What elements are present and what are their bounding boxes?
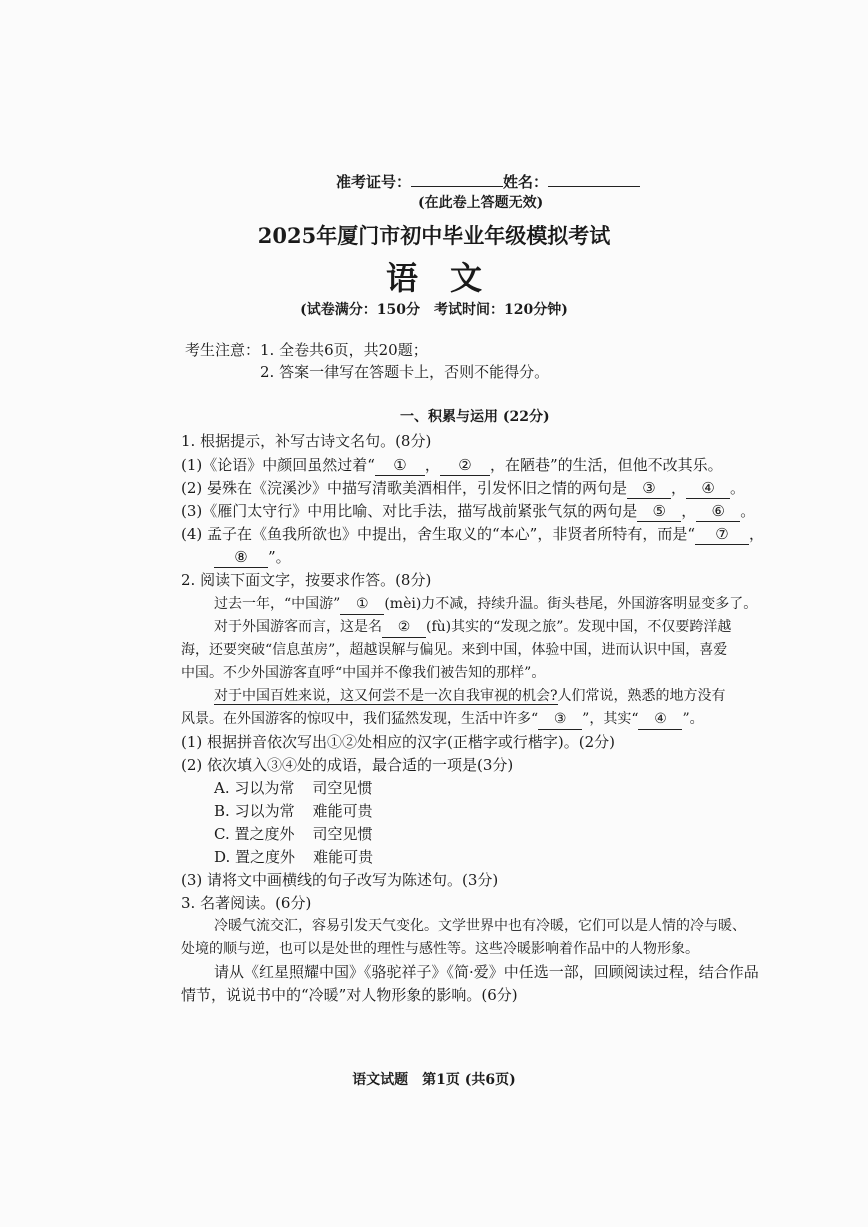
q1-text: (4) 孟子在《鱼我所欲也》中提出，舍生取义的“本心”，非贤者所特有，而是“ bbox=[181, 525, 696, 543]
q3-para-3: 请从《红星照耀中国》《骆驼祥子》《简·爱》中任选一部，回顾阅读过程，结合作品 bbox=[214, 963, 759, 981]
instruction-1: 1. 全卷共6页，共20题； bbox=[260, 341, 428, 359]
name-label: 姓名： bbox=[503, 173, 549, 191]
q2-text: 对于外国游客而言，这是名 bbox=[214, 619, 382, 635]
q1-text: (1)《论语》中颜回虽然过着“ bbox=[181, 456, 375, 474]
option-word-2: 司空见惯 bbox=[312, 779, 373, 797]
option-word-1: 置之度外 bbox=[234, 825, 295, 843]
option-word-2: 司空见惯 bbox=[312, 825, 373, 843]
q1-line-2 bbox=[181, 478, 745, 499]
notice: (在此卷上答题无效) bbox=[418, 195, 544, 211]
subject-title: 语 文 bbox=[385, 259, 482, 297]
q2-text: 过去一年，“中国游” bbox=[214, 596, 341, 612]
blank-2[interactable]: ② bbox=[440, 455, 490, 476]
blank-q2-2[interactable]: ② bbox=[382, 617, 426, 638]
comma: ， bbox=[671, 479, 687, 497]
instructions-label: 考生注意： bbox=[185, 341, 261, 359]
q1-text: ，在陋巷”的生活，但他不改其乐。 bbox=[489, 456, 723, 474]
blank-6[interactable]: ⑥ bbox=[696, 501, 740, 522]
q1-text: 。 bbox=[730, 479, 746, 497]
q2-text: ”，其实“ bbox=[582, 711, 639, 727]
q2-stem: 2. 阅读下面文字，按要求作答。(8分) bbox=[181, 571, 432, 589]
q1-text: (2) 晏殊在《浣溪沙》中描写清歌美酒相伴，引发怀旧之情的两句是 bbox=[181, 479, 628, 497]
q1-line-1 bbox=[181, 455, 723, 476]
q3-stem: 3. 名著阅读。(6分) bbox=[181, 894, 312, 912]
q2-text: (fù)其实的“发现之旅”。发现中国，不仅要跨洋越 bbox=[426, 619, 732, 635]
q2-text: ”。 bbox=[682, 711, 704, 727]
q2-para-3: 海，还要突破“信息茧房”，超越误解与偏见。来到中国，体验中国，进而认识中国，喜爱 bbox=[181, 642, 728, 658]
section-title: 一、积累与运用 (22分) bbox=[400, 409, 550, 425]
q3-para-1: 冷暖气流交汇，容易引发天气变化。文学世界中也有冷暖，它们可以是人情的冷与暖、 bbox=[214, 918, 746, 934]
option-word-2: 难能可贵 bbox=[312, 802, 373, 820]
option-word-1: 习以为常 bbox=[234, 802, 295, 820]
q1-text: ， bbox=[749, 525, 765, 543]
blank-q2-3[interactable]: ③ bbox=[538, 709, 582, 730]
q2-sub-1: (1) 根据拼音依次写出①②处相应的汉字(正楷字或行楷字)。(2分) bbox=[181, 733, 615, 751]
instruction-2: 2. 答案一律写在答题卡上，否则不能得分。 bbox=[260, 363, 550, 381]
blank-q2-4[interactable]: ④ bbox=[638, 709, 682, 730]
exam-title: 2025年厦门市初中毕业年级模拟考试 bbox=[257, 223, 611, 248]
q2-sub-2: (2) 依次填入③④处的成语，最合适的一项是(3分) bbox=[181, 756, 514, 774]
option-word-2: 难能可贵 bbox=[313, 848, 374, 866]
option-a[interactable] bbox=[214, 778, 372, 798]
page-footer: 语文试题 第1页 (共6页) bbox=[352, 1072, 516, 1088]
q3-para-2: 处境的顺与逆，也可以是处世的理性与感性等。这些冷暖影响着作品中的人物形象。 bbox=[181, 941, 699, 957]
q1-stem: 1. 根据提示，补写古诗文名句。(8分) bbox=[181, 432, 432, 450]
q2-para-5 bbox=[214, 686, 726, 706]
comma: ， bbox=[424, 456, 440, 474]
option-word-1: 置之度外 bbox=[235, 848, 296, 866]
q1-line-4 bbox=[181, 524, 764, 545]
blank-3[interactable]: ③ bbox=[627, 478, 671, 499]
q2-sub-3: (3) 请将文中画横线的句子改写为陈述句。(3分) bbox=[181, 871, 499, 889]
exam-id-label: 准考证号： bbox=[336, 173, 412, 191]
q2-text: 人们常说，熟悉的地方没有 bbox=[557, 688, 726, 704]
blank-q2-1[interactable]: ① bbox=[340, 594, 384, 615]
option-letter: C. bbox=[214, 825, 230, 843]
blank-7[interactable]: ⑦ bbox=[695, 524, 749, 545]
score-info: (试卷满分：150分 考试时间：120分钟) bbox=[300, 302, 568, 318]
option-b[interactable] bbox=[214, 801, 373, 821]
option-word-1: 习以为常 bbox=[234, 779, 295, 797]
q1-line-3 bbox=[181, 501, 755, 522]
q2-para-4: 中国。不少外国游客直呼“中国并不像我们被告知的那样”。 bbox=[181, 665, 546, 681]
q2-para-6 bbox=[181, 709, 704, 730]
option-letter: B. bbox=[214, 802, 230, 820]
name-blank[interactable] bbox=[548, 172, 640, 187]
q2-text: (mèi)力不减，持续升温。街头巷尾，外国游客明显变多了。 bbox=[384, 596, 758, 612]
option-d[interactable] bbox=[214, 847, 373, 867]
blank-1[interactable]: ① bbox=[375, 455, 425, 476]
q2-para-1 bbox=[214, 594, 757, 615]
blank-5[interactable]: ⑤ bbox=[637, 501, 681, 522]
blank-4[interactable]: ④ bbox=[686, 478, 730, 499]
underlined-sentence: 对于中国百姓来说，这又何尝不是一次自我审视的机会? bbox=[214, 688, 558, 704]
q2-text: 风景。在外国游客的惊叹中，我们猛然发现，生活中许多“ bbox=[181, 711, 539, 727]
comma: ， bbox=[681, 502, 697, 520]
q2-para-2 bbox=[214, 617, 731, 638]
q3-para-4: 情节，说说书中的“冷暖”对人物形象的影响。(6分) bbox=[181, 986, 518, 1004]
blank-8[interactable]: ⑧ bbox=[214, 547, 268, 568]
option-letter: D. bbox=[214, 848, 231, 866]
exam-id-blank[interactable] bbox=[411, 172, 503, 187]
option-letter: A. bbox=[214, 779, 230, 797]
q1-text: 。 bbox=[740, 502, 756, 520]
q1-text: ”。 bbox=[268, 548, 291, 566]
exam-id-row bbox=[336, 172, 640, 192]
q1-text: (3)《雁门太守行》中用比喻、对比手法，描写战前紧张气氛的两句是 bbox=[181, 502, 638, 520]
option-c[interactable] bbox=[214, 824, 373, 844]
q1-line-5 bbox=[214, 547, 291, 568]
